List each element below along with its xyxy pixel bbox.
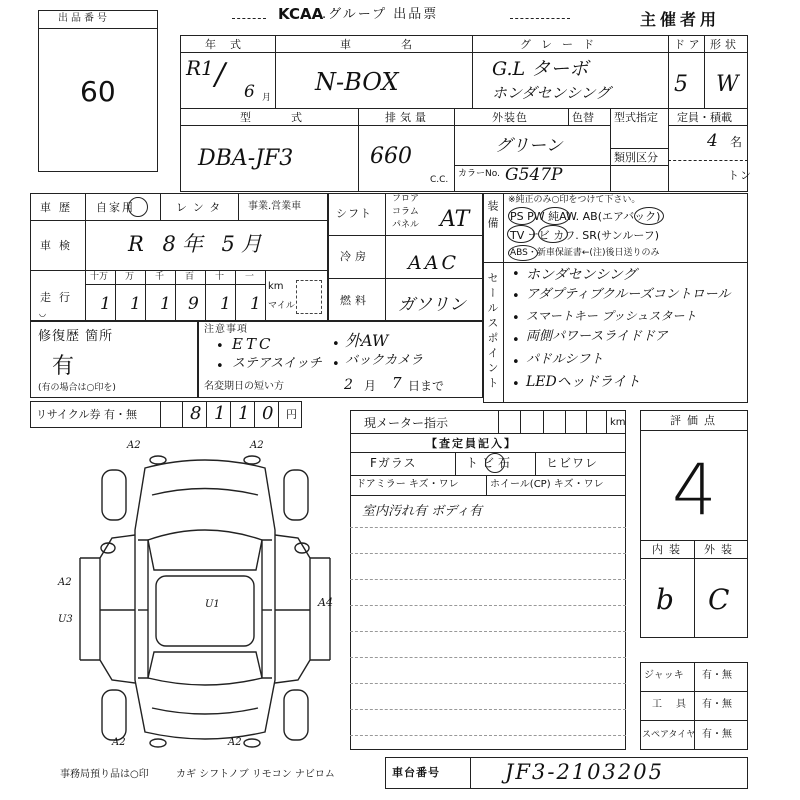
fglass-crack-option: ヒビワレ <box>546 456 599 470</box>
model-value: DBA-JF3 <box>198 146 294 171</box>
sales-point-4: 両側パワースライドドア <box>526 329 668 344</box>
notes-label: 注意事項 <box>204 324 248 335</box>
displacement-label: 排気量 <box>385 111 430 124</box>
grade-line1: G.L ターボ <box>492 58 589 80</box>
shift-label: シフト <box>336 207 372 220</box>
damage-mark-left-rear-door: U3 <box>58 614 73 625</box>
brand-logo: KCAA <box>278 5 324 23</box>
ac-label: 冷房 <box>340 250 370 263</box>
equipment-row3: ABS・新車保証書←(注)後日送りのみ <box>510 248 660 258</box>
business-option: 事業.営業車 <box>248 201 302 212</box>
mile-unit: マイル <box>268 301 295 311</box>
capacity-value: 4 <box>707 131 718 151</box>
displacement-value: 660 <box>370 144 412 169</box>
history-label: 車歴 <box>40 201 78 214</box>
digit-label-10k: 万 <box>125 272 135 282</box>
digit-label-1: 一 <box>245 272 255 282</box>
lot-number-label: 出品番号 <box>58 13 110 24</box>
tools-label: 工具 <box>652 699 700 710</box>
capacity-label: 定員・積載 <box>677 111 732 124</box>
color-value: グリーン <box>495 136 563 156</box>
body-value: W <box>716 72 739 97</box>
inspector-header: 【査定員記入】 <box>426 437 517 450</box>
deadline-month-unit: 月 <box>364 379 378 393</box>
doors-value: 5 <box>674 72 688 97</box>
exterior-color-label: 外装色 <box>492 111 528 124</box>
car-name: N-BOX <box>315 68 399 96</box>
damage-mark-rear-right: A2 <box>228 737 242 748</box>
year-month: 6 <box>244 82 255 102</box>
fglass-chip-option: トビ石 <box>466 456 515 470</box>
shift-panel: パネル <box>392 220 420 230</box>
recycle-digit-1: 8 <box>190 403 202 424</box>
office-note: 事務局預り品は○印 <box>60 769 149 780</box>
grade-label: グレード <box>520 38 604 51</box>
sales-point-5: パドルシフト <box>526 352 604 367</box>
damage-mark-left-door: A2 <box>58 577 72 588</box>
sales-points-label: セールスポイント <box>486 272 499 392</box>
mileage-digit-6: 1 <box>250 294 261 314</box>
recycle-digit-2: 1 <box>214 403 226 424</box>
note-item-1: ETC <box>232 335 274 353</box>
damage-mark-front: A2 <box>127 440 141 451</box>
exterior-score: C <box>708 583 730 616</box>
grade-line2: ホンダセンシング <box>492 84 611 102</box>
deadline-month: 2 <box>344 377 353 393</box>
equipment-row2: TV ナビ カワ. SR(サンルーフ) <box>510 229 660 242</box>
interior-score: b <box>656 583 674 616</box>
organizer-label: 主催者用 <box>640 10 721 29</box>
category-label: 類別区分 <box>614 151 658 164</box>
damage-mark-rear-left: A2 <box>112 737 126 748</box>
sales-point-1: ホンダセンシング <box>526 267 637 283</box>
deadline-day: 7 <box>392 374 402 392</box>
mileage-digit-3: 1 <box>160 294 171 314</box>
own-use-option: 自家用 <box>96 201 135 214</box>
digit-label-10: 十 <box>215 272 225 282</box>
note-item-4: バックカメラ <box>345 353 424 368</box>
rental-option: レンタ <box>176 201 227 214</box>
mileage-digit-2: 1 <box>130 294 141 314</box>
meter-km-unit: km <box>610 417 626 428</box>
year-label: 年式 <box>205 38 255 51</box>
fuel-label: 燃料 <box>340 294 370 307</box>
recycle-yen: 円 <box>286 408 298 421</box>
lot-number: 60 <box>80 75 116 108</box>
load-unit: トン <box>728 169 752 182</box>
spare-tire-option: 有・無 <box>702 729 732 740</box>
car-name-label: 車名 <box>340 38 462 51</box>
shift-value: AT <box>440 207 470 232</box>
color-number-label: カラーNo. <box>458 169 500 179</box>
color-repaint-label: 色替 <box>572 111 594 124</box>
mileage-digit-5: 1 <box>220 294 231 314</box>
recycle-digit-4: 0 <box>262 403 274 424</box>
body-label: 形状 <box>710 38 740 51</box>
jack-label: ジャッキ <box>644 670 684 681</box>
digit-label-100k: 十万 <box>90 272 109 282</box>
mileage-label: 走行 <box>40 291 78 304</box>
damage-mark-roof: U1 <box>205 599 220 610</box>
inspection-value: R 8年 5月 <box>128 232 268 256</box>
color-number: G547P <box>505 165 563 185</box>
cc-unit: C.C. <box>430 175 449 185</box>
repair-label: 修復歴 箇所 <box>38 329 114 344</box>
form-title: .グループ 出品票 <box>322 7 439 22</box>
month-unit: 月 <box>262 93 273 103</box>
fuel-value: ガソリン <box>398 295 466 315</box>
note-item-3: ステアスイッチ <box>232 356 322 371</box>
chassis-label: 車台番号 <box>392 766 440 779</box>
model-label: 型式 <box>240 111 342 124</box>
doors-label: ドア <box>674 38 704 51</box>
damage-mark-right-side: A4 <box>318 596 333 609</box>
damage-mark-front-right: A2 <box>250 440 264 451</box>
repair-value: 有 <box>52 354 75 379</box>
equipment-note: ※純正のみ○印をつけて下さい。 <box>508 195 641 205</box>
inspection-label: 車検 <box>40 239 78 252</box>
spare-tire-label: スペアタイヤ <box>642 730 696 740</box>
wheel-label: ホイール(CP) キズ・ワレ <box>490 479 604 490</box>
office-items: カギ シフトノブ リモコン ナビロム <box>176 769 335 780</box>
door-mirror-label: ドアミラー キズ・ワレ <box>356 479 459 490</box>
shift-column: コラム <box>392 207 419 217</box>
deadline-label: 名変期日の短い方 <box>204 381 284 392</box>
chassis-number: JF3-2103205 <box>505 760 664 784</box>
sales-point-2: アダプティブクルーズコントロール <box>526 287 731 302</box>
digit-label-1k: 千 <box>155 272 165 282</box>
exterior-label: 外装 <box>704 543 738 556</box>
note-item-2: 外AW <box>345 331 389 350</box>
ac-value: AAC <box>408 252 459 274</box>
equipment-label: 装備 <box>486 200 499 234</box>
shift-floor: フロア <box>392 194 420 204</box>
equipment-row1: PS PW 純AW. AB(エアバック) <box>510 210 661 223</box>
recycle-label: リサイクル券 有・無 <box>36 408 137 421</box>
recycle-digit-3: 1 <box>238 403 250 424</box>
inspector-comment: 室内汚れ有 ボディ有 <box>362 504 483 519</box>
score-label: 評価点 <box>670 414 721 427</box>
km-unit: km <box>268 281 284 292</box>
mileage-digit-4: 9 <box>188 294 199 314</box>
deadline-day-unit: 日まで <box>408 379 445 393</box>
jack-option: 有・無 <box>702 670 732 681</box>
score-value: 4 <box>672 449 717 531</box>
tools-option: 有・無 <box>702 699 732 710</box>
capacity-unit: 名 <box>730 135 744 149</box>
interior-label: 内装 <box>652 543 686 556</box>
meter-label: 現メーター指示 <box>364 416 449 430</box>
year-era: R1 <box>186 56 214 80</box>
digit-label-100: 百 <box>185 272 195 282</box>
repair-note: (有の場合は○印を) <box>38 383 116 393</box>
mileage-digit-1: 1 <box>100 294 111 314</box>
sales-point-3: スマートキー プッシュスタート <box>526 309 697 323</box>
fglass-label: Fガラス <box>370 456 417 470</box>
sales-point-6: LEDヘッドライト <box>526 374 641 390</box>
type-designation-label: 型式指定 <box>614 111 658 124</box>
